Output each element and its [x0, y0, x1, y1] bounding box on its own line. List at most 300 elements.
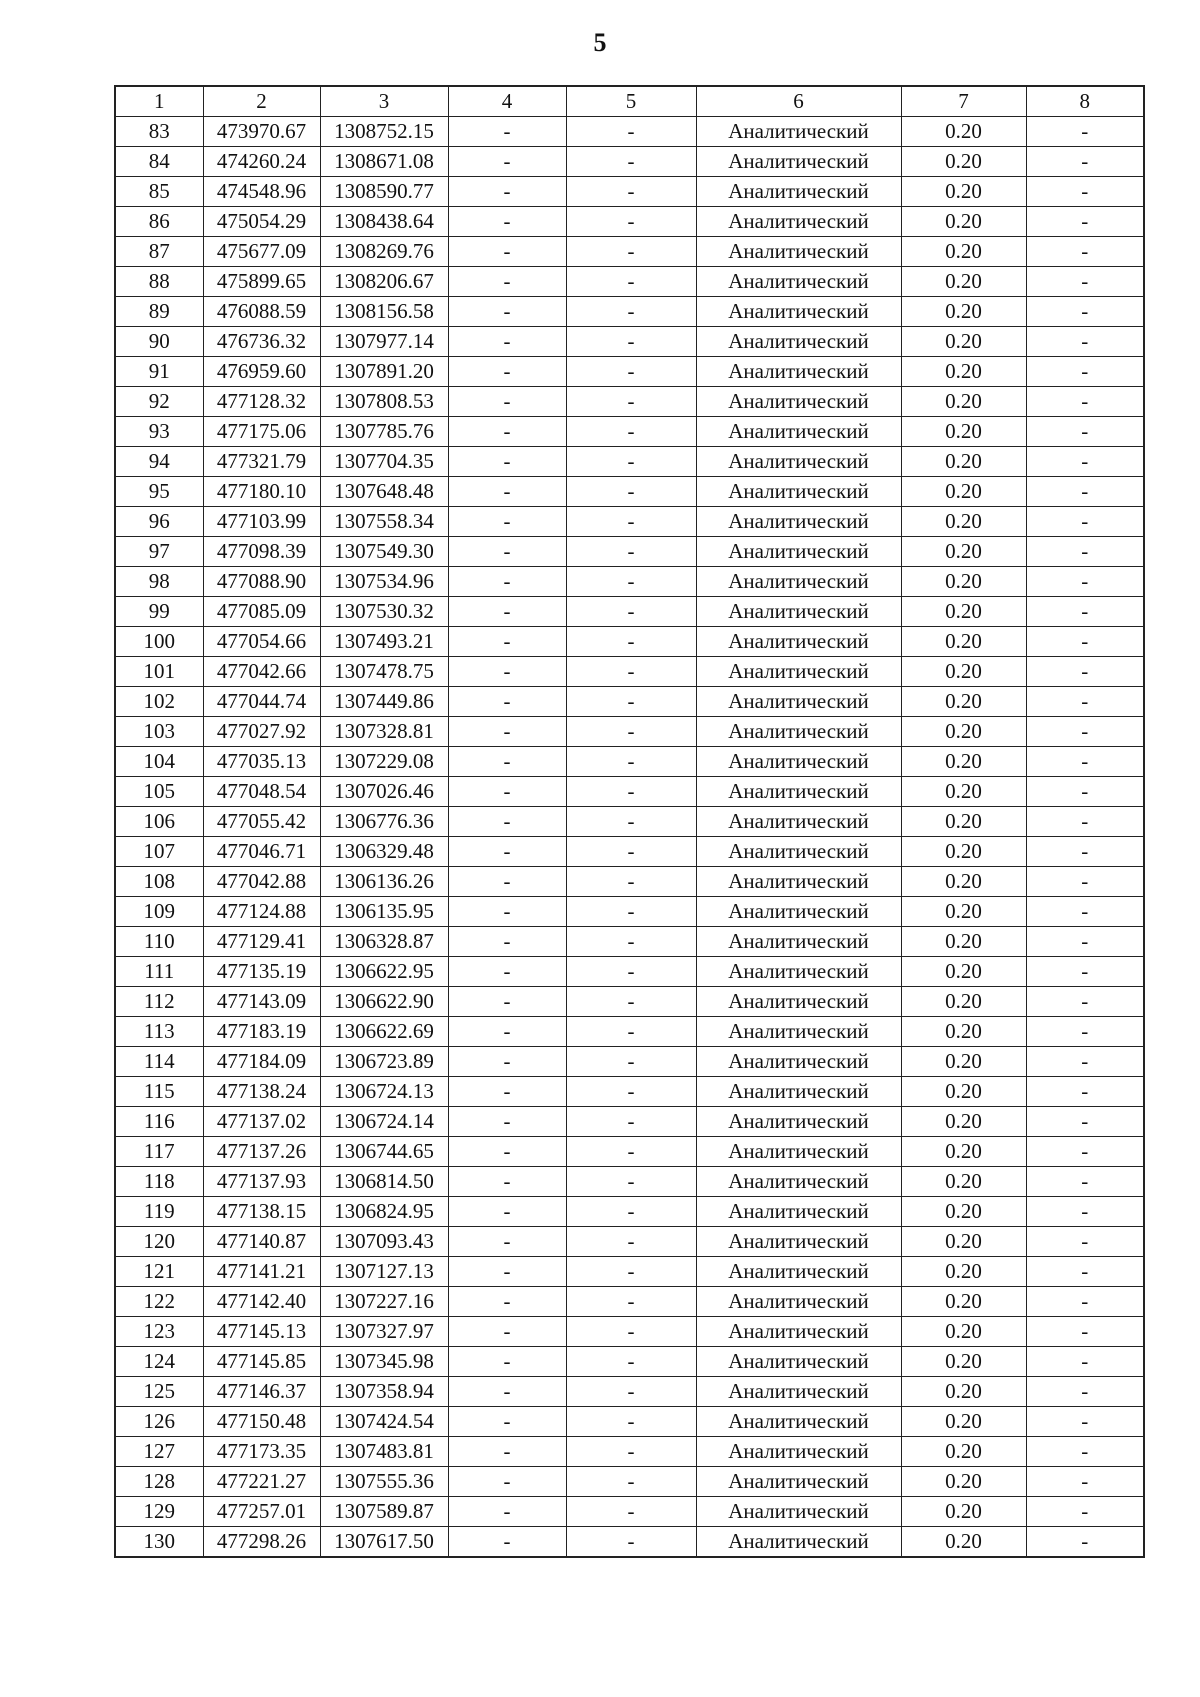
- table-row: [115, 177, 1144, 207]
- table-cell: -: [448, 657, 566, 687]
- table-cell: 1306622.90: [320, 987, 448, 1017]
- table-cell: Аналитический: [696, 687, 901, 717]
- table-cell: 1307555.36: [320, 1467, 448, 1497]
- table-cell: -: [1026, 957, 1144, 987]
- table-row: [115, 1077, 1144, 1107]
- table-cell: 96: [115, 507, 203, 537]
- table-cell: -: [1026, 627, 1144, 657]
- table-cell: -: [566, 1347, 696, 1377]
- table-cell: 0.20: [901, 237, 1026, 267]
- table-cell: -: [448, 597, 566, 627]
- table-cell: Аналитический: [696, 177, 901, 207]
- table-cell: Аналитический: [696, 387, 901, 417]
- column-header-2: 2: [203, 86, 320, 117]
- table-cell: 0.20: [901, 867, 1026, 897]
- table-cell: 0.20: [901, 1047, 1026, 1077]
- table-cell: -: [1026, 237, 1144, 267]
- table-cell: -: [566, 1437, 696, 1467]
- table-cell: -: [566, 837, 696, 867]
- table-cell: -: [448, 357, 566, 387]
- table-cell: Аналитический: [696, 837, 901, 867]
- table-cell: Аналитический: [696, 1407, 901, 1437]
- table-cell: 1307648.48: [320, 477, 448, 507]
- table-cell: Аналитический: [696, 267, 901, 297]
- table-cell: 1306622.69: [320, 1017, 448, 1047]
- table-cell: 477027.92: [203, 717, 320, 747]
- table-cell: 0.20: [901, 1467, 1026, 1497]
- table-cell: Аналитический: [696, 117, 901, 147]
- column-header-7: 7: [901, 86, 1026, 117]
- table-cell: -: [448, 207, 566, 237]
- table-row: [115, 477, 1144, 507]
- table-cell: 477257.01: [203, 1497, 320, 1527]
- table-row: [115, 1197, 1144, 1227]
- table-cell: 1308269.76: [320, 237, 448, 267]
- table-cell: 0.20: [901, 627, 1026, 657]
- table-cell: Аналитический: [696, 1347, 901, 1377]
- table-cell: -: [448, 1017, 566, 1047]
- table-cell: 84: [115, 147, 203, 177]
- table-cell: -: [566, 1317, 696, 1347]
- table-cell: 1307229.08: [320, 747, 448, 777]
- table-row: [115, 687, 1144, 717]
- coordinates-table: [114, 85, 1145, 1558]
- table-cell: 0.20: [901, 147, 1026, 177]
- table-cell: 115: [115, 1077, 203, 1107]
- table-cell: 0.20: [901, 807, 1026, 837]
- table-cell: -: [1026, 147, 1144, 177]
- table-cell: -: [1026, 687, 1144, 717]
- table-row: [115, 837, 1144, 867]
- table-cell: 0.20: [901, 417, 1026, 447]
- table-cell: 476959.60: [203, 357, 320, 387]
- table-cell: Аналитический: [696, 1437, 901, 1467]
- table-cell: 128: [115, 1467, 203, 1497]
- table-cell: -: [1026, 1437, 1144, 1467]
- table-cell: 88: [115, 267, 203, 297]
- table-cell: -: [1026, 1107, 1144, 1137]
- table-cell: 0.20: [901, 447, 1026, 477]
- table-row: [115, 1227, 1144, 1257]
- table-cell: 477137.02: [203, 1107, 320, 1137]
- table-cell: -: [448, 1047, 566, 1077]
- table-cell: Аналитический: [696, 297, 901, 327]
- table-cell: -: [448, 807, 566, 837]
- table-cell: -: [566, 1287, 696, 1317]
- table-cell: 1306329.48: [320, 837, 448, 867]
- table-cell: 1306622.95: [320, 957, 448, 987]
- table-cell: Аналитический: [696, 417, 901, 447]
- table-cell: 89: [115, 297, 203, 327]
- table-cell: 110: [115, 927, 203, 957]
- table-row: [115, 1377, 1144, 1407]
- table-cell: -: [566, 1377, 696, 1407]
- table-cell: 477173.35: [203, 1437, 320, 1467]
- table-cell: 1307358.94: [320, 1377, 448, 1407]
- table-cell: -: [566, 387, 696, 417]
- table-cell: 476088.59: [203, 297, 320, 327]
- table-cell: 1308206.67: [320, 267, 448, 297]
- table-cell: 111: [115, 957, 203, 987]
- table-cell: -: [1026, 1527, 1144, 1558]
- table-cell: -: [1026, 927, 1144, 957]
- table-cell: Аналитический: [696, 897, 901, 927]
- table-cell: 477085.09: [203, 597, 320, 627]
- table-cell: -: [566, 357, 696, 387]
- table-cell: Аналитический: [696, 927, 901, 957]
- table-cell: 0.20: [901, 597, 1026, 627]
- table-cell: 100: [115, 627, 203, 657]
- table-cell: -: [1026, 117, 1144, 147]
- table-cell: 477046.71: [203, 837, 320, 867]
- table-cell: 1307478.75: [320, 657, 448, 687]
- table-cell: 477042.88: [203, 867, 320, 897]
- table-row: [115, 1287, 1144, 1317]
- table-cell: 1307534.96: [320, 567, 448, 597]
- table-cell: 130: [115, 1527, 203, 1558]
- table-row: [115, 1047, 1144, 1077]
- table-cell: 0.20: [901, 507, 1026, 537]
- table-cell: 0.20: [901, 717, 1026, 747]
- table-row: [115, 807, 1144, 837]
- table-cell: 1307808.53: [320, 387, 448, 417]
- table-cell: 0.20: [901, 1347, 1026, 1377]
- table-cell: -: [1026, 387, 1144, 417]
- table-cell: Аналитический: [696, 1527, 901, 1558]
- table-cell: 1308752.15: [320, 117, 448, 147]
- table-cell: 475899.65: [203, 267, 320, 297]
- table-cell: -: [448, 267, 566, 297]
- table-cell: -: [1026, 1287, 1144, 1317]
- table-cell: 477035.13: [203, 747, 320, 777]
- table-cell: Аналитический: [696, 957, 901, 987]
- table-cell: 86: [115, 207, 203, 237]
- table-cell: -: [448, 177, 566, 207]
- table-cell: 0.20: [901, 1437, 1026, 1467]
- table-row: [115, 1167, 1144, 1197]
- table-cell: 477128.32: [203, 387, 320, 417]
- table-cell: 477298.26: [203, 1527, 320, 1558]
- table-cell: 0.20: [901, 1407, 1026, 1437]
- table-row: [115, 1017, 1144, 1047]
- table-cell: 477137.93: [203, 1167, 320, 1197]
- table-cell: 108: [115, 867, 203, 897]
- table-cell: 477180.10: [203, 477, 320, 507]
- table-cell: -: [448, 1167, 566, 1197]
- table-cell: 0.20: [901, 117, 1026, 147]
- table-cell: -: [448, 1377, 566, 1407]
- table-cell: Аналитический: [696, 1197, 901, 1227]
- table-cell: 112: [115, 987, 203, 1017]
- table-cell: -: [448, 1347, 566, 1377]
- table-cell: -: [448, 687, 566, 717]
- table-cell: Аналитический: [696, 867, 901, 897]
- table-cell: -: [566, 327, 696, 357]
- table-cell: -: [566, 717, 696, 747]
- table-row: [115, 387, 1144, 417]
- table-cell: -: [1026, 567, 1144, 597]
- table-row: [115, 897, 1144, 927]
- table-row: [115, 717, 1144, 747]
- table-cell: -: [1026, 267, 1144, 297]
- table-cell: 477141.21: [203, 1257, 320, 1287]
- table-cell: 477054.66: [203, 627, 320, 657]
- table-cell: 477124.88: [203, 897, 320, 927]
- table-cell: 87: [115, 237, 203, 267]
- table-cell: Аналитический: [696, 1497, 901, 1527]
- table-cell: -: [566, 447, 696, 477]
- table-cell: 125: [115, 1377, 203, 1407]
- table-cell: 0.20: [901, 747, 1026, 777]
- table-cell: 477137.26: [203, 1137, 320, 1167]
- table-cell: -: [448, 1467, 566, 1497]
- table-cell: -: [566, 867, 696, 897]
- table-row: [115, 777, 1144, 807]
- table-cell: -: [566, 1167, 696, 1197]
- table-cell: -: [566, 1497, 696, 1527]
- table-cell: 0.20: [901, 267, 1026, 297]
- table-cell: -: [448, 1107, 566, 1137]
- table-row: [115, 207, 1144, 237]
- table-cell: 124: [115, 1347, 203, 1377]
- table-cell: -: [566, 177, 696, 207]
- table-cell: 477321.79: [203, 447, 320, 477]
- table-cell: -: [1026, 1497, 1144, 1527]
- table-cell: -: [1026, 1377, 1144, 1407]
- table-row: [115, 147, 1144, 177]
- table-cell: -: [1026, 1347, 1144, 1377]
- table-cell: 477044.74: [203, 687, 320, 717]
- table-cell: 119: [115, 1197, 203, 1227]
- table-cell: Аналитический: [696, 357, 901, 387]
- table-row: [115, 567, 1144, 597]
- table-cell: 1306744.65: [320, 1137, 448, 1167]
- table-cell: -: [448, 1287, 566, 1317]
- table-cell: -: [1026, 897, 1144, 927]
- table-cell: 477150.48: [203, 1407, 320, 1437]
- table-row: [115, 537, 1144, 567]
- table-row: [115, 267, 1144, 297]
- table-cell: 1307530.32: [320, 597, 448, 627]
- table-cell: -: [1026, 807, 1144, 837]
- table-cell: 477103.99: [203, 507, 320, 537]
- table-cell: 1306724.13: [320, 1077, 448, 1107]
- table-cell: -: [448, 1437, 566, 1467]
- table-cell: 1307493.21: [320, 627, 448, 657]
- table-row: [115, 867, 1144, 897]
- table-cell: 1307424.54: [320, 1407, 448, 1437]
- table-cell: -: [566, 747, 696, 777]
- table-cell: Аналитический: [696, 1137, 901, 1167]
- table-cell: -: [1026, 1197, 1144, 1227]
- table-cell: -: [448, 1407, 566, 1437]
- table-cell: 101: [115, 657, 203, 687]
- table-cell: 1307589.87: [320, 1497, 448, 1527]
- table-cell: 0.20: [901, 1137, 1026, 1167]
- table-cell: -: [448, 1197, 566, 1227]
- table-row: [115, 747, 1144, 777]
- table-cell: -: [1026, 867, 1144, 897]
- table-cell: -: [1026, 177, 1144, 207]
- table-cell: -: [448, 1527, 566, 1558]
- table-cell: Аналитический: [696, 1047, 901, 1077]
- table-cell: -: [1026, 1317, 1144, 1347]
- table-cell: 104: [115, 747, 203, 777]
- table-cell: 1307227.16: [320, 1287, 448, 1317]
- table-cell: 95: [115, 477, 203, 507]
- table-cell: -: [448, 537, 566, 567]
- table-row: [115, 327, 1144, 357]
- table-cell: 474260.24: [203, 147, 320, 177]
- table-cell: -: [566, 537, 696, 567]
- table-cell: -: [1026, 717, 1144, 747]
- table-cell: -: [448, 1497, 566, 1527]
- table-row: [115, 237, 1144, 267]
- table-cell: -: [448, 327, 566, 357]
- table-cell: 98: [115, 567, 203, 597]
- table-cell: -: [566, 207, 696, 237]
- table-cell: 122: [115, 1287, 203, 1317]
- column-header-4: 4: [448, 86, 566, 117]
- table-cell: -: [566, 237, 696, 267]
- table-cell: 1307127.13: [320, 1257, 448, 1287]
- table-cell: 0.20: [901, 1107, 1026, 1137]
- table-cell: -: [448, 387, 566, 417]
- table-cell: 0.20: [901, 657, 1026, 687]
- table-cell: -: [1026, 327, 1144, 357]
- table-cell: -: [566, 1137, 696, 1167]
- table-cell: -: [566, 1467, 696, 1497]
- table-cell: 0.20: [901, 1287, 1026, 1317]
- table-cell: -: [566, 1257, 696, 1287]
- table-cell: 1307704.35: [320, 447, 448, 477]
- table-cell: 93: [115, 417, 203, 447]
- table-cell: 90: [115, 327, 203, 357]
- table-cell: -: [1026, 597, 1144, 627]
- table-cell: 109: [115, 897, 203, 927]
- table-cell: 0.20: [901, 1017, 1026, 1047]
- table-row: [115, 417, 1144, 447]
- table-cell: Аналитический: [696, 237, 901, 267]
- table-cell: -: [1026, 447, 1144, 477]
- table-cell: 477175.06: [203, 417, 320, 447]
- table-cell: -: [566, 1017, 696, 1047]
- table-cell: 1307328.81: [320, 717, 448, 747]
- table-cell: 120: [115, 1227, 203, 1257]
- table-cell: 476736.32: [203, 327, 320, 357]
- table-row: [115, 1107, 1144, 1137]
- table-cell: -: [448, 717, 566, 747]
- table-cell: 127: [115, 1437, 203, 1467]
- table-cell: -: [1026, 1467, 1144, 1497]
- table-cell: 1307483.81: [320, 1437, 448, 1467]
- page-number: 5: [593, 28, 607, 57]
- table-cell: Аналитический: [696, 477, 901, 507]
- table-cell: 1306824.95: [320, 1197, 448, 1227]
- table-cell: 477042.66: [203, 657, 320, 687]
- table-cell: 0.20: [901, 927, 1026, 957]
- table-cell: 477098.39: [203, 537, 320, 567]
- column-header-6: 6: [696, 86, 901, 117]
- table-row: [115, 957, 1144, 987]
- table-cell: 0.20: [901, 1377, 1026, 1407]
- table-cell: 477129.41: [203, 927, 320, 957]
- table-cell: -: [566, 627, 696, 657]
- table-cell: 102: [115, 687, 203, 717]
- table-cell: -: [566, 567, 696, 597]
- table-cell: 1306776.36: [320, 807, 448, 837]
- table-cell: 105: [115, 777, 203, 807]
- table-cell: 1307549.30: [320, 537, 448, 567]
- table-cell: -: [448, 147, 566, 177]
- table-cell: 477184.09: [203, 1047, 320, 1077]
- table-cell: 1308438.64: [320, 207, 448, 237]
- table-cell: -: [566, 1197, 696, 1227]
- table-cell: -: [448, 987, 566, 1017]
- table-cell: -: [566, 1527, 696, 1558]
- table-cell: Аналитический: [696, 147, 901, 177]
- table-cell: 477145.85: [203, 1347, 320, 1377]
- table-cell: -: [1026, 747, 1144, 777]
- table-cell: 477055.42: [203, 807, 320, 837]
- table-cell: Аналитический: [696, 507, 901, 537]
- table-cell: Аналитический: [696, 1287, 901, 1317]
- table-cell: 118: [115, 1167, 203, 1197]
- table-cell: -: [448, 1077, 566, 1107]
- table-cell: 117: [115, 1137, 203, 1167]
- table-cell: -: [448, 837, 566, 867]
- table-cell: 0.20: [901, 1527, 1026, 1558]
- table-cell: -: [1026, 537, 1144, 567]
- table-cell: 0.20: [901, 987, 1026, 1017]
- table-cell: 99: [115, 597, 203, 627]
- table-cell: -: [566, 297, 696, 327]
- table-row: [115, 657, 1144, 687]
- column-header-3: 3: [320, 86, 448, 117]
- table-cell: 1307327.97: [320, 1317, 448, 1347]
- table-cell: 0.20: [901, 1167, 1026, 1197]
- table-header: [115, 86, 1144, 117]
- table-cell: -: [1026, 1167, 1144, 1197]
- table-row: [115, 357, 1144, 387]
- table-cell: 1307977.14: [320, 327, 448, 357]
- table-row: [115, 1467, 1144, 1497]
- table-cell: 1306136.26: [320, 867, 448, 897]
- table-cell: -: [448, 237, 566, 267]
- table-cell: 477138.24: [203, 1077, 320, 1107]
- table-cell: Аналитический: [696, 447, 901, 477]
- table-cell: -: [1026, 1077, 1144, 1107]
- table-cell: -: [1026, 357, 1144, 387]
- table-cell: -: [1026, 507, 1144, 537]
- table-cell: 97: [115, 537, 203, 567]
- table-cell: 477183.19: [203, 1017, 320, 1047]
- table-cell: 477135.19: [203, 957, 320, 987]
- table-cell: Аналитический: [696, 597, 901, 627]
- table-cell: -: [566, 267, 696, 297]
- table-cell: -: [448, 117, 566, 147]
- table-cell: -: [566, 1077, 696, 1107]
- table-cell: -: [1026, 1017, 1144, 1047]
- table-cell: 1307449.86: [320, 687, 448, 717]
- table-cell: -: [448, 957, 566, 987]
- table-cell: -: [566, 597, 696, 627]
- table-cell: 0.20: [901, 1257, 1026, 1287]
- table-cell: Аналитический: [696, 747, 901, 777]
- table-cell: -: [566, 777, 696, 807]
- table-cell: 1307345.98: [320, 1347, 448, 1377]
- table-cell: 477088.90: [203, 567, 320, 597]
